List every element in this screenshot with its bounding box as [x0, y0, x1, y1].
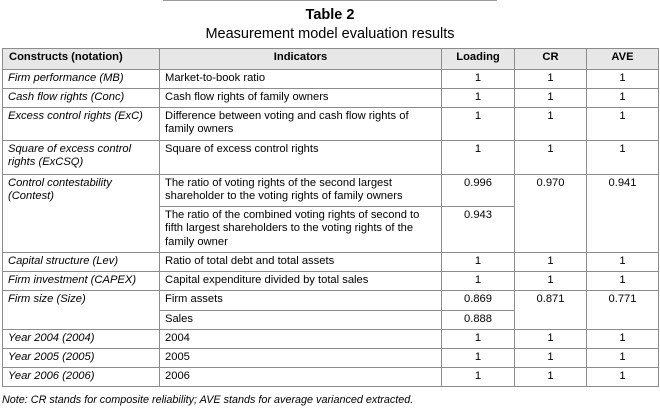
table-row: [3, 70, 659, 89]
indicator-cell: Market-to-book ratio: [160, 70, 442, 89]
table-title: Measurement model evaluation results: [205, 26, 455, 42]
ave-cell: 1: [587, 349, 659, 368]
loading-cell: 0.888: [442, 311, 515, 330]
header-loading: Loading: [442, 49, 515, 70]
construct-cell: Cash flow rights (Conc): [3, 89, 160, 108]
cr-cell: 1: [515, 272, 587, 291]
table-row: [3, 272, 659, 291]
ave-cell: 0.771: [587, 291, 659, 330]
table-row: [3, 175, 659, 207]
loading-cell: 0.996: [442, 175, 515, 207]
indicator-cell: Square of excess control rights: [160, 141, 442, 175]
table-row: [3, 253, 659, 272]
loading-cell: 0.943: [442, 207, 515, 253]
header-cr: CR: [515, 49, 587, 70]
cr-cell: 1: [515, 253, 587, 272]
construct-cell: Square of excess control rights (ExCSQ): [3, 141, 160, 175]
table-row: [3, 108, 659, 141]
indicator-cell: Capital expenditure divided by total sales: [160, 272, 442, 291]
cr-cell: 1: [515, 349, 587, 368]
top-rule: [163, 0, 497, 1]
table-number: Table 2: [305, 7, 355, 23]
loading-cell: 1: [442, 141, 515, 175]
table-row: [3, 141, 659, 175]
indicator-cell: 2006: [160, 368, 442, 387]
loading-cell: 0.869: [442, 291, 515, 311]
ave-cell: 1: [587, 141, 659, 175]
indicator-cell: 2005: [160, 349, 442, 368]
loading-cell: 1: [442, 330, 515, 349]
indicator-cell: Ratio of total debt and total assets: [160, 253, 442, 272]
table-row: [3, 349, 659, 368]
table-row: [3, 89, 659, 108]
ave-cell: 1: [587, 368, 659, 387]
construct-cell: Year 2006 (2006): [3, 368, 160, 387]
table-row: [3, 291, 659, 311]
construct-cell: Year 2004 (2004): [3, 330, 160, 349]
ave-cell: 1: [587, 108, 659, 141]
table-row: [3, 330, 659, 349]
header-constructs: Constructs (notation): [3, 49, 160, 70]
table-note: Note: CR stands for composite reliability; AVE stands for average varianced extracted.: [2, 394, 414, 406]
cr-cell: 1: [515, 368, 587, 387]
construct-cell: Capital structure (Lev): [3, 253, 160, 272]
indicator-cell: Cash flow rights of family owners: [160, 89, 442, 108]
indicator-cell: Difference between voting and cash flow rights of family owners: [160, 108, 442, 141]
cr-cell: 1: [515, 70, 587, 89]
construct-cell: Year 2005 (2005): [3, 349, 160, 368]
loading-cell: 1: [442, 349, 515, 368]
construct-cell: Control contestability (Contest): [3, 175, 160, 253]
loading-cell: 1: [442, 89, 515, 108]
ave-cell: 1: [587, 253, 659, 272]
ave-cell: 1: [587, 330, 659, 349]
indicator-cell: Sales: [160, 311, 442, 330]
cr-cell: 0.871: [515, 291, 587, 330]
ave-cell: 1: [587, 89, 659, 108]
construct-cell: Firm investment (CAPEX): [3, 272, 160, 291]
loading-cell: 1: [442, 253, 515, 272]
indicator-cell: The ratio of voting rights of the second largest shareholder to the voting rights of family owners: [160, 175, 442, 207]
cr-cell: 1: [515, 108, 587, 141]
cr-cell: 1: [515, 330, 587, 349]
loading-cell: 1: [442, 70, 515, 89]
loading-cell: 1: [442, 368, 515, 387]
header-ave: AVE: [587, 49, 659, 70]
ave-cell: 1: [587, 70, 659, 89]
construct-cell: Firm size (Size): [3, 291, 160, 330]
construct-cell: Firm performance (MB): [3, 70, 160, 89]
indicator-cell: Firm assets: [160, 291, 442, 311]
construct-cell: Excess control rights (ExC): [3, 108, 160, 141]
results-table: [2, 48, 659, 387]
header-row: [3, 49, 659, 70]
ave-cell: 0.941: [587, 175, 659, 253]
cr-cell: 1: [515, 141, 587, 175]
loading-cell: 1: [442, 108, 515, 141]
indicator-cell: 2004: [160, 330, 442, 349]
cr-cell: 1: [515, 89, 587, 108]
table-row: [3, 368, 659, 387]
header-indicators: Indicators: [160, 49, 442, 70]
indicator-cell: The ratio of the combined voting rights of second to fifth largest shareholders to the voting rights of the family owner: [160, 207, 442, 253]
loading-cell: 1: [442, 272, 515, 291]
ave-cell: 1: [587, 272, 659, 291]
cr-cell: 0.970: [515, 175, 587, 253]
